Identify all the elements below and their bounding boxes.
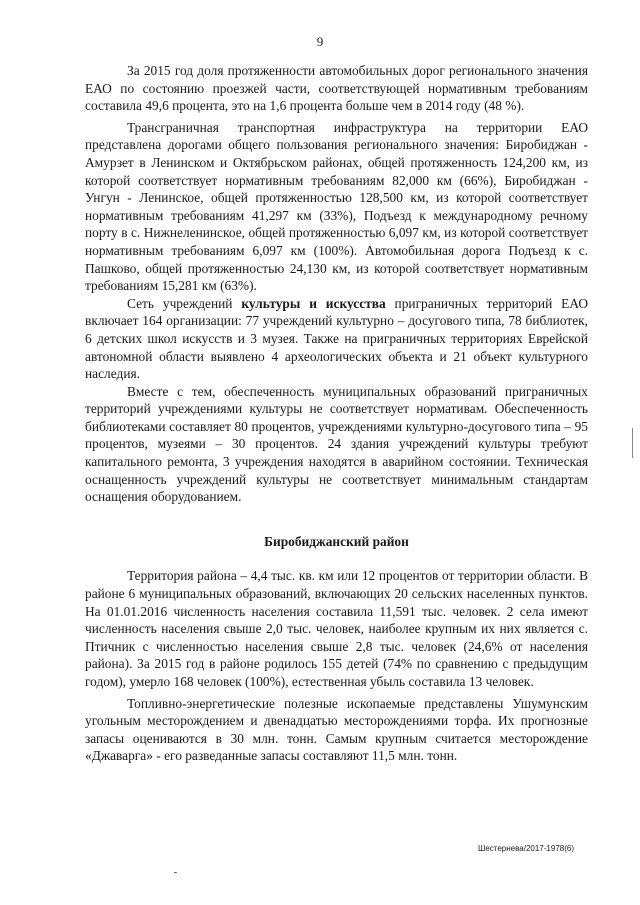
scan-artifact-dot	[174, 872, 177, 873]
paragraph-culture-provision: Вместе с тем, обеспеченность муниципальных образований приграничных территорий учреждениями культуры не соответствует нормативам. Обеспеченность библиотеками составляет 80 процентов, учреждениями культурно-досугового типа – 95 процентов, музеями – 30 процентов. 24 здания учреждений культуры требуют капитального ремонта, 3 учреждения находятся в аварийном состоянии. Техническая оснащенность учреждений культуры не соответствует минимальным стандартам оснащения оборудованием.	[85, 383, 588, 505]
culture-bold-term: культуры и искусства	[241, 295, 386, 311]
scan-artifact-line	[632, 428, 633, 458]
culture-text-end: приграничных территорий ЕАО включает 164 организации: 77 учреждений культурно – досугового типа, 78 библиотек, 6 детских школ искусств и 3 музея. Также на приграничных территориях Еврейской автономной области выявлено 4 археологических объекта и 21 объект культурного наследия.	[85, 295, 588, 382]
paragraph-fuel-resources: Топливно-энергетические полезные ископаемые представлены Ушумунским угольным месторождением и двенадцатью месторождениями торфа. Их прогнозные запасы оцениваются в 30 млн. тонн. Самым крупным считается месторождение «Джаварга» - его разведанные запасы составляют 11,5 млн. тонн.	[85, 695, 588, 764]
paragraph-culture-network	[85, 295, 588, 383]
paragraph-road-share: За 2015 год доля протяженности автомобильных дорог регионального значения ЕАО по состоянию проезжей части, соответствующей нормативным требованиям составила 49,6 процента, это на 1,6 процента больше чем в 2014 году (48 %).	[85, 63, 588, 114]
footer-reference: Шестернева/2017-1978(6)	[478, 844, 574, 853]
culture-text-start: Сеть учреждений	[127, 295, 242, 311]
paragraph-transport-infrastructure: Трансграничная транспортная инфраструктура на территории ЕАО представлена дорогами общего пользования регионального значения: Биробиджан - Амурзет в Ленинском и Октябрьском районах, общей протяженность 124,200 км, из которой соответствует нормативным требованиям 82,000 км (66%), Биробиджан - Унгун - Ленинское, общей протяженностью 128,500 км, из которой соответствует нормативным требованиям 41,297 км (33%), Подъезд к международному речному порту в с. Нижнеленинское, общей протяженностью 6,097 км, из которой соответствует нормативным требованиям 6,097 км (100%). Автомобильная дорога Подъезд к с. Пашково, общей протяженностью 24,130 км, из которой соответствует нормативным требованиям 15,281 км (63%).	[85, 119, 588, 294]
page-number: 9	[316, 34, 324, 49]
paragraph-district-territory: Территория района – 4,4 тыс. кв. км или 12 процентов от территории области. В районе 6 муниципальных образований, включающих 20 сельских населенных пунктов. На 01.01.2016 численность населения составила 11,591 тыс. человек. 2 села имеют численность населения свыше 2,0 тыс. человек, наиболее крупным их них является с. Птичник с численностью населения свыше 2,8 тыс. человек (24,6% от населения района). За 2015 год в районе родилось 155 детей (74% по сравнению с предыдущим годом), умерло 168 человек (100%), естественная убыль составила 13 человек.	[85, 568, 588, 689]
document-body	[85, 62, 588, 765]
section-heading: Биробиджанский район	[264, 533, 409, 549]
